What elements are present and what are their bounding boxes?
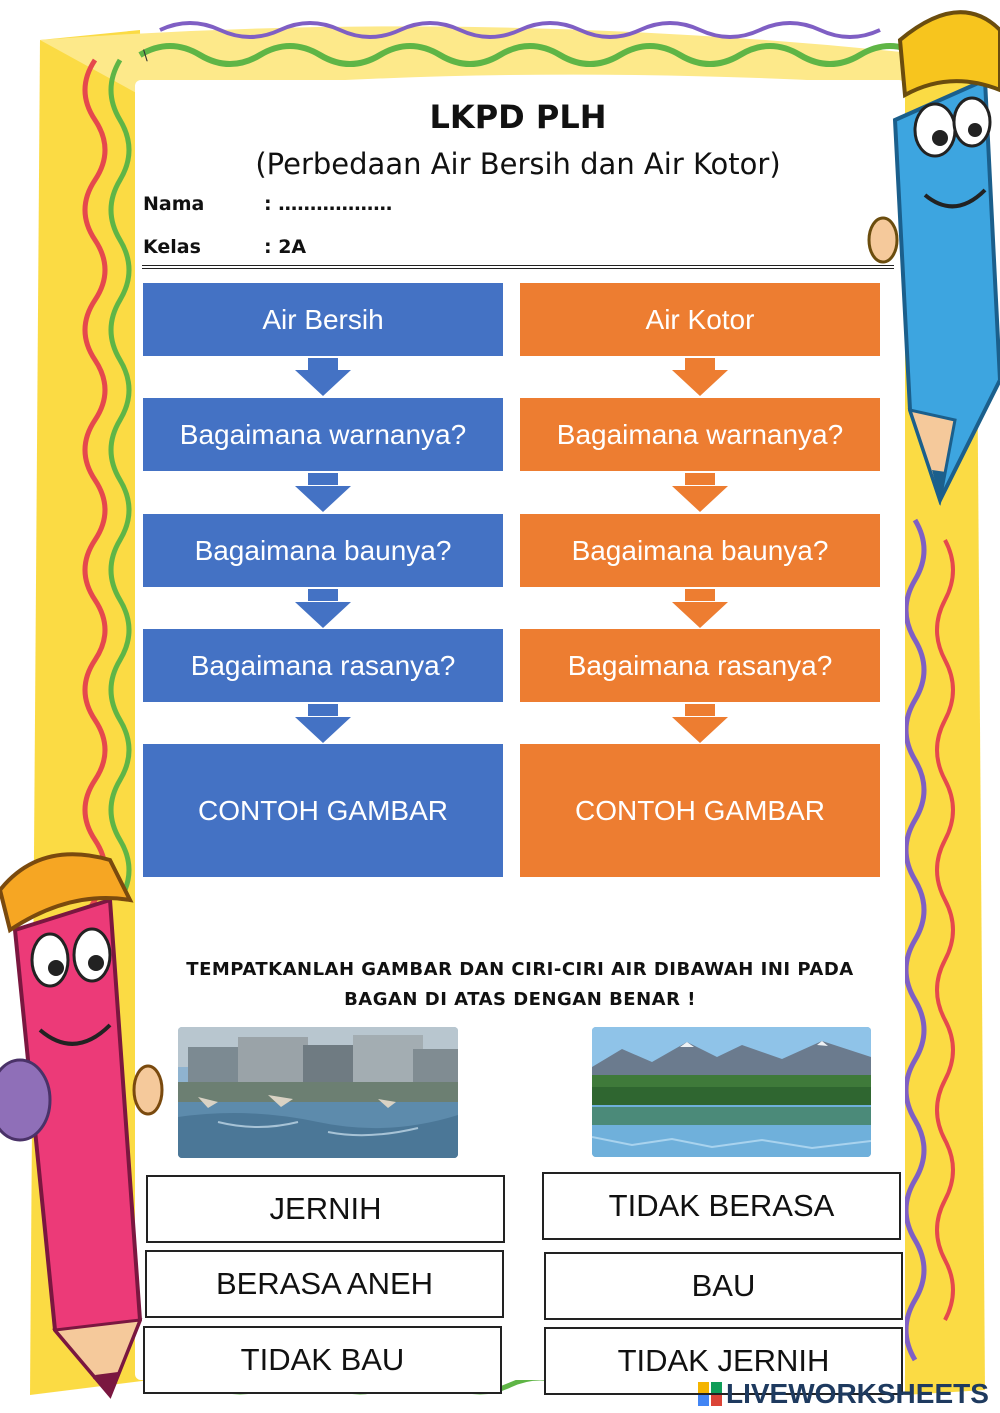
dirty-color-question: Bagaimana warnanya? [520, 398, 880, 471]
liveworksheets-brand: LIVEWORKSHEETS [726, 1378, 989, 1409]
clean-arrow-3-stem [308, 589, 338, 601]
page-title: LKPD PLH [429, 98, 607, 136]
dirty-taste-question: Bagaimana rasanya? [520, 629, 880, 702]
word-card-tidak-jernih[interactable]: TIDAK JERNIH [544, 1327, 903, 1395]
clean-arrow-1-stem [308, 358, 338, 370]
clean-taste-question: Bagaimana rasanya? [143, 629, 503, 702]
dirty-arrow-1-stem [685, 358, 715, 370]
word-card-berasa-aneh[interactable]: BERASA ANEH [145, 1250, 504, 1318]
word-card-tidak-berasa[interactable]: TIDAK BERASA [542, 1172, 901, 1240]
clean-arrow-4 [295, 717, 351, 743]
clean-arrow-1 [295, 370, 351, 396]
clean-heading-box: Air Bersih [143, 283, 503, 356]
clean-example-dropzone[interactable]: CONTOH GAMBAR [143, 744, 503, 877]
dirty-water-photo-illustration [178, 1027, 458, 1158]
dirty-arrow-3-stem [685, 589, 715, 601]
dirty-heading-box: Air Kotor [520, 283, 880, 356]
word-card-tidak-bau[interactable]: TIDAK BAU [143, 1326, 502, 1394]
header-divider [142, 265, 894, 266]
dirty-arrow-2 [672, 486, 728, 512]
liveworksheets-logo-icon [698, 1382, 722, 1406]
word-card-bau[interactable]: BAU [544, 1252, 903, 1320]
name-value: : ……………… [264, 193, 393, 215]
instruction-text [140, 955, 900, 1015]
dirty-arrow-4 [672, 717, 728, 743]
dirty-water-photo[interactable] [178, 1027, 458, 1158]
clean-water-photo[interactable] [592, 1027, 871, 1157]
clean-water-photo-illustration [592, 1027, 871, 1157]
clean-arrow-2 [295, 486, 351, 512]
dirty-arrow-3 [672, 602, 728, 628]
page-subtitle: (Perbedaan Air Bersih dan Air Kotor) [255, 147, 781, 181]
clean-arrow-2-stem [308, 473, 338, 485]
dirty-arrow-1 [672, 370, 728, 396]
clean-arrow-3 [295, 602, 351, 628]
dirty-arrow-4-stem [685, 704, 715, 716]
name-label: Nama [143, 193, 205, 215]
dirty-arrow-2-stem [685, 473, 715, 485]
clean-smell-question: Bagaimana baunya? [143, 514, 503, 587]
stray-mark: \ [143, 48, 148, 64]
word-card-jernih[interactable]: JERNIH [146, 1175, 505, 1243]
dirty-example-dropzone[interactable]: CONTOH GAMBAR [520, 744, 880, 877]
class-value: : 2A [264, 236, 307, 258]
dirty-smell-question: Bagaimana baunya? [520, 514, 880, 587]
clean-color-question: Bagaimana warnanya? [143, 398, 503, 471]
instruction-line-1: TEMPATKANLAH GAMBAR DAN CIRI-CIRI AIR DIBAWAH INI PADA [186, 959, 854, 980]
header-divider-second [142, 268, 894, 269]
class-label: Kelas [143, 236, 201, 258]
clean-arrow-4-stem [308, 704, 338, 716]
instruction-line-2: BAGAN DI ATAS DENGAN BENAR ! [344, 989, 696, 1010]
